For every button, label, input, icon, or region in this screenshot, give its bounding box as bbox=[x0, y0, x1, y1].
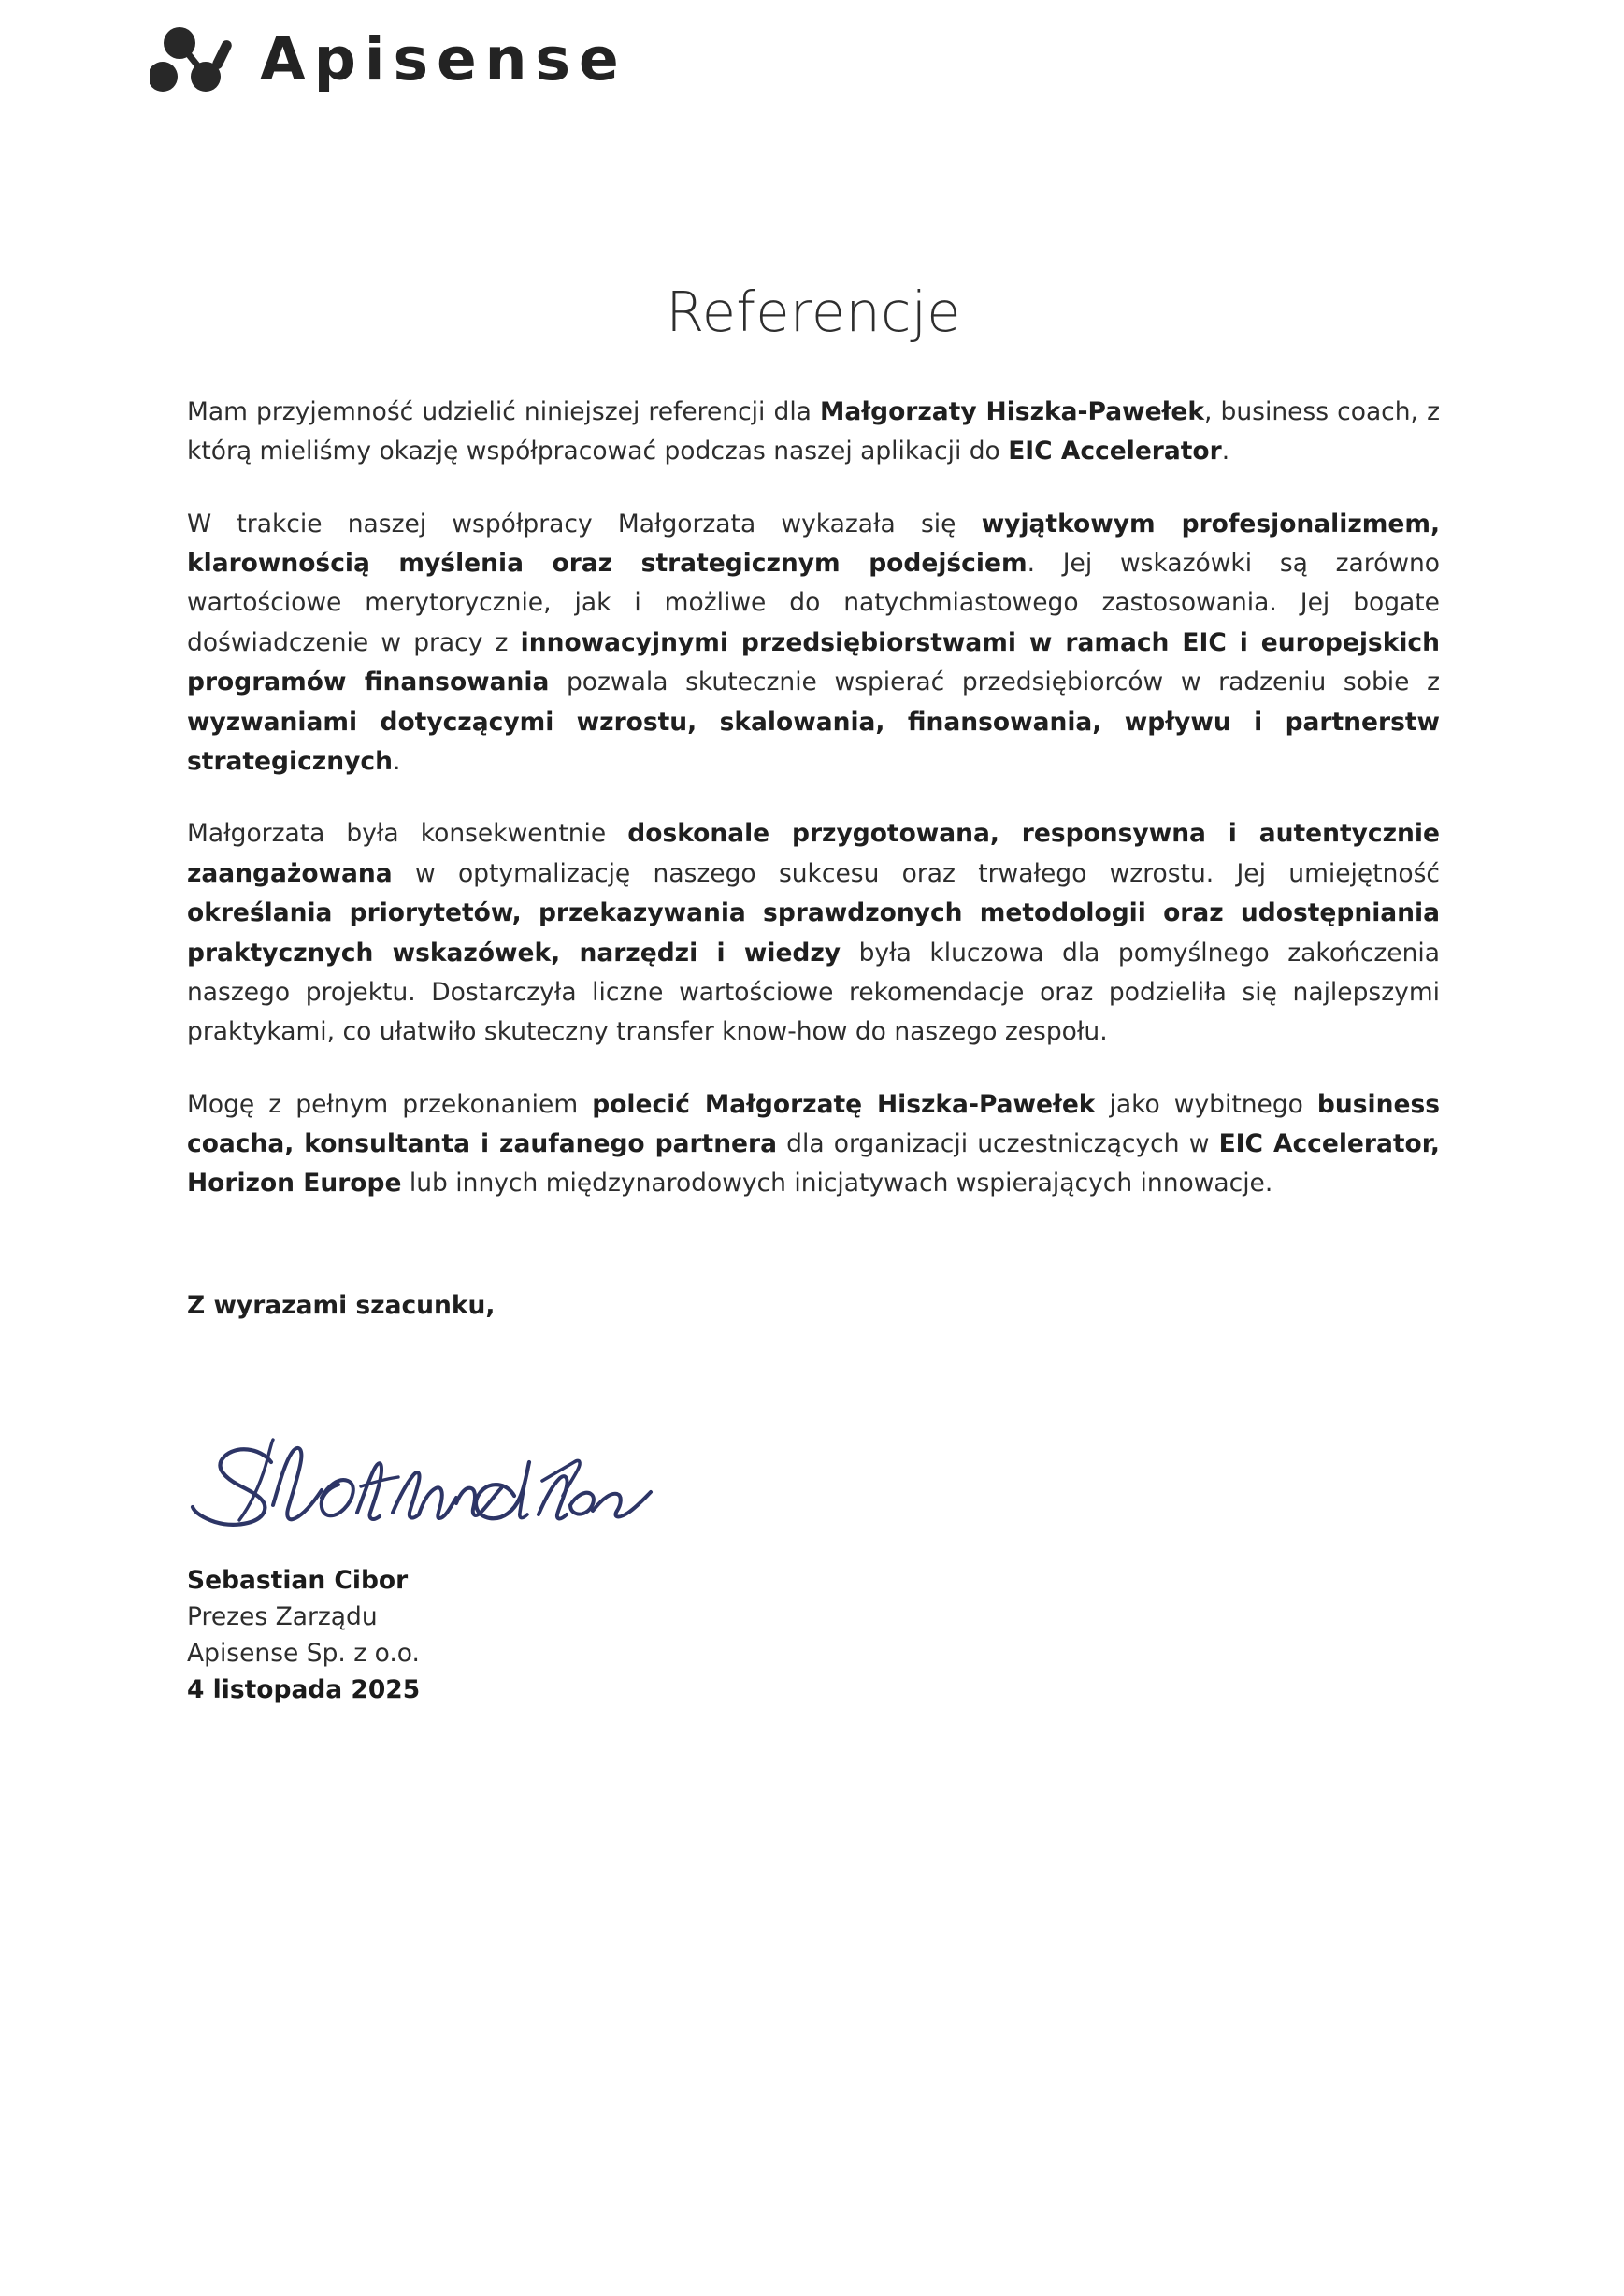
letter-body bbox=[187, 280, 1440, 1709]
paragraph-engagement: Małgorzata była konsekwentnie doskonale przygotowana, responsywna i autentycznie zaangażowana w optymalizację naszego sukcesu oraz trwałego wzrostu. Jej umiejętność określania priorytetów, przekazywania sprawdzonych metodologii oraz udostępniania praktycznych wskazówek, narzędzi i wiedzy była kluczowa dla pomyślnego zakończenia naszego projektu. Dostarczyła liczne wartościowe rekomendacje oraz podzieliła się najlepszymi praktykami, co ułatwiło skuteczny transfer know-how do naszego zespołu. bbox=[187, 819, 1441, 1047]
paragraph-cooperation: W trakcie naszej współpracy Małgorzata wykazała się wyjątkowym profesjonalizmem, klarownością myślenia oraz strategicznym podejściem. Jej wskazówki są zarówno wartościowe merytorycznie, jak i możliwe do natychmiastowego zastosowania. Jej bogate doświadczenie w pracy z innowacyjnymi przedsiębiorstwami w ramach EIC i europejskich programów finansowania pozwala skutecznie wspierać przedsiębiorców w radzeniu sobie z wyzwaniami dotyczącymi wzrostu, skalowania, finansowania, wpływu i partnerstw strategicznych. bbox=[187, 509, 1441, 776]
paragraph-intro: Mam przyjemność udzielić niniejszej referencji dla Małgorzaty Hiszka-Pawełek, business coach, z którą mieliśmy okazję współpracować podczas naszej aplikacji do EIC Accelerator. bbox=[187, 396, 1440, 466]
paragraph-recommendation: Mogę z pełnym przekonaniem polecić Małgorzatę Hiszka-Pawełek jako wybitnego business coacha, konsultanta i zaufanego partnera dla organizacji uczestniczących w EIC Accelerator, Horizon Europe lub innych międzynarodowych inicjatywach wspierających innowacje. bbox=[187, 1089, 1440, 1198]
handwritten-signature-icon bbox=[181, 1415, 668, 1551]
signer-name: Sebastian Cibor bbox=[187, 1566, 409, 1596]
signer-company: Apisense Sp. z o.o. bbox=[187, 1639, 420, 1669]
signature-date: 4 listopada 2025 bbox=[187, 1675, 421, 1705]
signature-block bbox=[187, 1563, 1440, 1709]
brand-header bbox=[150, 21, 627, 95]
closing-salutation: Z wyrazami szacunku, bbox=[187, 1290, 496, 1320]
signer-role: Prezes Zarządu bbox=[187, 1602, 378, 1632]
network-nodes-icon bbox=[150, 21, 239, 95]
brand-wordmark: Apisense bbox=[260, 24, 627, 93]
signature-area bbox=[187, 1415, 1440, 1556]
page-title: Referencje bbox=[666, 280, 961, 344]
